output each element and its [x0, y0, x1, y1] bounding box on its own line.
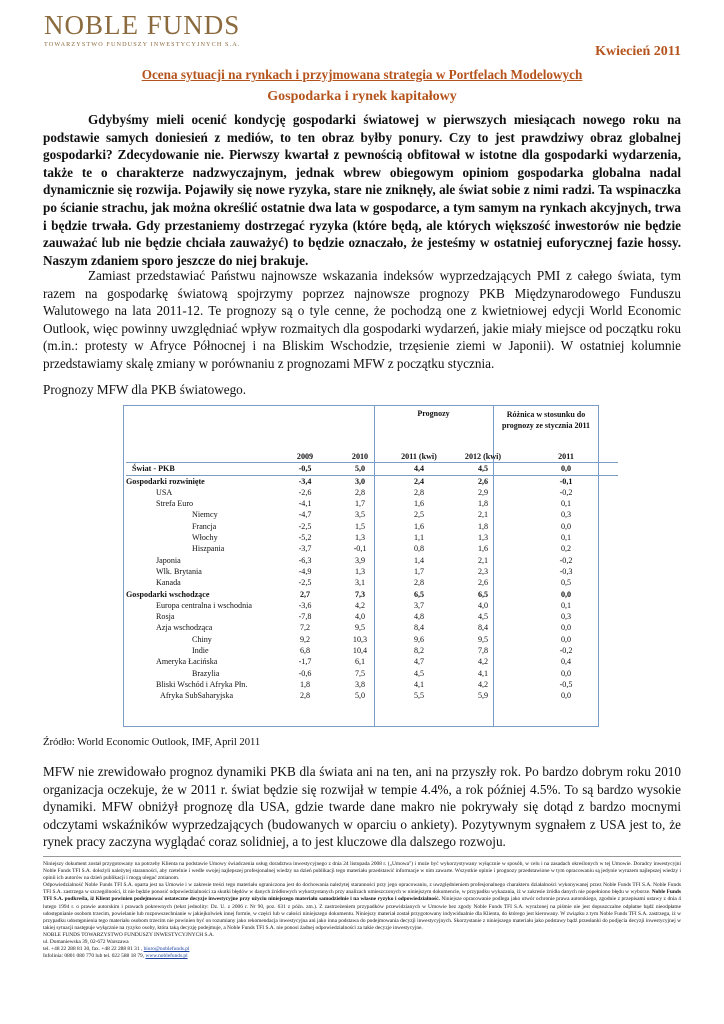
- region-name: Francja: [192, 521, 217, 531]
- value-cell: 2,6: [477, 476, 489, 486]
- header-cell: [126, 451, 276, 463]
- value-cell: 4,2: [477, 657, 489, 667]
- table-row: [126, 656, 618, 667]
- region-name: Strefa Euro: [156, 499, 194, 509]
- value-cell: -3,6: [298, 600, 312, 610]
- value-cell: 4,4: [386, 463, 452, 475]
- value-cell: -4,1: [298, 499, 312, 509]
- table-row: [126, 463, 618, 475]
- value-cell: 2,1: [477, 510, 489, 520]
- value-cell: -5,2: [298, 533, 312, 543]
- value-cell: 1,6: [413, 499, 425, 509]
- value-cell: 0,8: [413, 544, 425, 554]
- table-row: [126, 543, 618, 554]
- value-cell: 0,0: [514, 463, 618, 475]
- logo-main-text: NOBLE FUNDS: [44, 10, 241, 40]
- value-cell: -0,2: [559, 646, 573, 656]
- value-cell: 2,7: [299, 589, 311, 599]
- value-cell: 2,5: [413, 510, 425, 520]
- value-cell: 4,8: [413, 612, 425, 622]
- value-cell: 0,0: [560, 623, 572, 633]
- section-title: Gospodarka i rynek kapitałowy: [267, 89, 457, 104]
- value-cell: 5,9: [477, 691, 489, 701]
- disclaimer-footer: [43, 861, 681, 960]
- value-cell: 2,8: [299, 691, 311, 701]
- value-cell: 1,4: [413, 555, 425, 565]
- column-header: 2011 (kwi): [386, 451, 452, 463]
- value-cell: 1,3: [354, 533, 366, 543]
- value-cell: 8,2: [413, 646, 425, 656]
- value-cell: -0,1: [353, 544, 367, 554]
- second-paragraph: Zamiast przedstawiać Państwu najnowsze wskazania indeksów wyprzedzających PMI z całego świata, tym razem na gospodarkę światową spojrzymy poprzez najnowsze prognozy PKB Międzynarodowego Funduszu Walutowego na lata 2011-12. Te prognozy są o tyle cenne, że pochodzą one z kwietniowej edycji World Economic Outlook, więc powinny uwzględniać wpływ rozmaitych dla gospodarki wydarzeń, jakie miały miejsce od początku roku (m.in.: protesty w Afryce Północnej i na Bliskim Wschodzie, trzęsienie ziemi w Japonii). W ostatniej kolumnie przedstawiamy skalę zmiany w porównaniu z prognozami MFW z początku stycznia.: [43, 268, 681, 371]
- value-cell: 7,5: [354, 668, 366, 678]
- value-cell: 5,0: [334, 463, 386, 475]
- value-cell: -1,7: [298, 657, 312, 667]
- region-name: Niemcy: [192, 510, 218, 520]
- value-cell: 10,4: [352, 646, 368, 656]
- value-cell: -0,1: [559, 476, 573, 486]
- value-cell: -4,9: [298, 566, 312, 576]
- region-name: Indie: [192, 646, 209, 656]
- value-cell: 1,7: [354, 499, 366, 509]
- value-cell: -0,5: [276, 463, 334, 475]
- table-row: [126, 566, 618, 577]
- column-header: 2009: [276, 451, 334, 463]
- intro-paragraph: Gdybyśmy mieli ocenić kondycję gospodarki światowej w pierwszych miesiącach nowego roku na podstawie samych doniesień z mediów, to ten obraz byłby ponury. Czy to jest prawdziwy obraz globalnej gospodarki? Zdecydowanie nie. Pierwszy kwartał z pewnością obfitował w istotne dla gospodarki wydarzenia, także te o charakterze nadzwyczajnym, jednak wbrew obiegowym opiniom gospodarka globalna nadal dynamicznie się rozwija. Pojawiły się nowe ryzyka, stare nie zniknęły, ale świat sobie z nimi radzi. Ta wspinaczka po ścianie strachu, jak można określić ostatnie dwa lata w gospodarce, a tym samym na rynkach akcyjnych, trwa i będzie trwała. Gdy przestaniemy dostrzegać ryzyka (które będą, ale których większość inwestorów nie będzie zauważać lub nie będzie chciała zauważyć) to będzie oznaczało, że jesteśmy w ostatniej euforycznej fazie hossy. Naszym zdaniem sporo jeszcze do niej brakuje.: [43, 112, 681, 268]
- region-name: Hiszpania: [192, 544, 225, 554]
- value-cell: 0,3: [560, 612, 572, 622]
- company-name: NOBLE FUNDS TOWARZYSTWO FUNDUSZY INWESTYCYJNYCH S.A.: [43, 931, 215, 938]
- value-cell: 6,5: [477, 589, 489, 599]
- value-cell: 1,6: [413, 521, 425, 531]
- value-cell: 9,5: [354, 623, 366, 633]
- table-row: [126, 555, 618, 566]
- value-cell: 4,5: [477, 612, 489, 622]
- column-header: 2012 (kwi): [452, 451, 514, 463]
- value-cell: 4,7: [413, 657, 425, 667]
- value-cell: 3,9: [354, 555, 366, 565]
- value-cell: 0,0: [560, 589, 572, 599]
- table-row: [126, 475, 618, 487]
- value-cell: 0,0: [560, 521, 572, 531]
- value-cell: 0,1: [560, 533, 572, 543]
- table-row: [126, 498, 618, 509]
- table-row: [126, 668, 618, 679]
- value-cell: -0,2: [559, 555, 573, 565]
- region-name: Chiny: [192, 634, 212, 644]
- value-cell: -7,8: [298, 612, 312, 622]
- value-cell: 6,8: [299, 646, 311, 656]
- region-name: Ameryka Łacińska: [156, 657, 218, 667]
- table-row: [126, 634, 618, 645]
- value-cell: -2,5: [298, 578, 312, 588]
- value-cell: 4,5: [413, 668, 425, 678]
- value-cell: -2,5: [298, 521, 312, 531]
- company-address: ul. Domaniewska 39, 02-672 Warszawa: [43, 939, 129, 946]
- region-name: Europa centralna i wschodnia: [156, 600, 252, 610]
- table-row: [126, 532, 618, 543]
- value-cell: 4,0: [477, 600, 489, 610]
- value-cell: 2,1: [477, 555, 489, 565]
- value-cell: 5,5: [413, 691, 425, 701]
- value-cell: 4,2: [477, 679, 489, 689]
- report-date: Kwiecień 2011: [595, 44, 681, 59]
- value-cell: 3,1: [354, 578, 366, 588]
- region-name: Kanada: [156, 578, 181, 588]
- region-name: USA: [156, 487, 173, 497]
- value-cell: 0,1: [560, 499, 572, 509]
- table-row: [126, 600, 618, 611]
- value-cell: 0,0: [560, 634, 572, 644]
- value-cell: 8,4: [477, 623, 489, 633]
- table-row: [126, 487, 618, 498]
- value-cell: 1,8: [299, 679, 311, 689]
- value-cell: 2,6: [477, 578, 489, 588]
- value-cell: 7,2: [299, 623, 311, 633]
- disclaimer-paragraph-2: [43, 882, 681, 932]
- value-cell: -3,7: [298, 544, 312, 554]
- value-cell: 0,5: [560, 578, 572, 588]
- page-title: Ocena sytuacji na rynkach i przyjmowana strategia w Portfelach Modelowych: [141, 67, 583, 82]
- table-caption: Prognozy MFW dla PKB światowego.: [43, 382, 247, 397]
- value-cell: 9,5: [477, 634, 489, 644]
- region-name: Włochy: [192, 533, 218, 543]
- table-row: [126, 589, 618, 600]
- value-cell: 2,8: [354, 487, 366, 497]
- region-name: Brazylia: [192, 668, 220, 678]
- value-cell: 2,3: [477, 566, 489, 576]
- table-row: [126, 679, 618, 690]
- value-cell: 9,2: [299, 634, 311, 644]
- group-header-roznica: Różnica w stosunku do prognozy ze stycznia 2011: [501, 410, 591, 430]
- value-cell: 0,2: [560, 544, 572, 554]
- value-cell: 4,2: [354, 600, 366, 610]
- value-cell: 4,1: [477, 668, 489, 678]
- value-cell: 3,7: [413, 600, 425, 610]
- value-cell: 1,1: [413, 533, 425, 543]
- infoline: [43, 953, 681, 960]
- value-cell: 9,6: [413, 634, 425, 644]
- value-cell: -2,6: [298, 487, 312, 497]
- disclaimer-paragraph-1: Niniejszy dokument został przygotowany na potrzeby Klienta na podstawie Umowy świadczenia usług doradztwa inwestycyjnego z dnia 24 listopada 2008 r. („Umowa") i może być wykorzystywany wyłącznie w sposób, w celu i na zasadach określonych w tej Umowie. Doradcy inwestycyjni Noble Funds TFI S.A. dołożyli należytej staranności, aby rzetelnie i wedle swojej najlepszej profesjonalnej wiedzy na dzień publikacji tego materiału przedstawić informacje w nim zawarte. Wszystkie opinie i prognozy przedstawione w tym opracowaniu są jedynie wyrazem najlepszej wiedzy i opinii ich autorów na dzień publikacji i mogą ulegać zmianom.: [43, 861, 681, 882]
- region-name: Gospodarki rozwinięte: [126, 476, 205, 486]
- website-link[interactable]: www.noblefunds.pl: [145, 953, 188, 960]
- region-name: Afryka SubSaharyjska: [160, 691, 234, 701]
- region-name: Świat - PKB: [126, 463, 276, 475]
- value-cell: -0,3: [559, 566, 573, 576]
- value-cell: 4,0: [354, 612, 366, 622]
- value-cell: 2,4: [413, 476, 425, 486]
- value-cell: 0,1: [560, 600, 572, 610]
- value-cell: 0,0: [560, 691, 572, 701]
- value-cell: 1,3: [354, 566, 366, 576]
- source-note: Źródło: World Economic Outlook, IMF, April 2011: [43, 737, 261, 748]
- table-row: [126, 690, 618, 701]
- column-header: 2010: [334, 451, 386, 463]
- table-row: [126, 622, 618, 633]
- value-cell: 0,4: [560, 657, 572, 667]
- disclaimer-bold-text: Noble Funds TFI S.A. podkreśla, iż Klient powinien podejmować ostateczne decyzje inwestycyjne przy użyciu niniejszego materiału samodzielnie i na własne ryzyko i odpowiedzialność.: [43, 889, 681, 903]
- value-cell: 3,5: [354, 510, 366, 520]
- forecast-table: [126, 451, 618, 702]
- infoline-text: Infolinia: 0801 080 770 lub tel. 022 588 18 79,: [43, 953, 145, 960]
- table-row: [126, 509, 618, 520]
- value-cell: 2,8: [413, 578, 425, 588]
- value-cell: 0,0: [560, 668, 572, 678]
- table-row: [126, 645, 618, 656]
- value-cell: 8,4: [413, 623, 425, 633]
- value-cell: 0,3: [560, 510, 572, 520]
- value-cell: 6,1: [354, 657, 366, 667]
- value-cell: 7,8: [477, 646, 489, 656]
- table-header-row: [126, 451, 618, 463]
- region-name: Wlk. Brytania: [156, 566, 202, 576]
- region-name: Rosja: [156, 612, 175, 622]
- value-cell: 10,3: [352, 634, 368, 644]
- column-header: 2011: [514, 451, 618, 463]
- value-cell: 2,9: [477, 487, 489, 497]
- region-name: Azja wschodząca: [156, 623, 213, 633]
- value-cell: 1,7: [413, 566, 425, 576]
- value-cell: 6,5: [413, 589, 425, 599]
- value-cell: 2,8: [413, 487, 425, 497]
- company-logo: [44, 10, 240, 48]
- region-name: Gospodarki wschodzące: [126, 589, 210, 599]
- value-cell: 1,6: [477, 544, 489, 554]
- value-cell: 3,0: [354, 476, 366, 486]
- disclaimer-text: Niniejsze opracowanie podlega jako utwór ochronie prawa autorskiego, zgodnie z przepisami ustawy z dnia 4 lutego 1994 r. o prawie autorskim i prawach pokrewnych (tekst jednolity: Dz. U. z 2006 r. Nr 90, poz. 631 z późn. zm.). Z zastrzeżeniem przypadków przewidzianych w Umowie bez zgody Noble Funds TFI S.A. wyrażonej na piśmie nie jest dopuszczalne odpłatne bądź nieodpłatne udostępnianie osobom trzecim, powielanie lub rozpowszechnianie w jakiejkolwiek innej formie, w części lub w całości niniejszego dokumentu. Niniejszy materiał został przygotowany indywidualnie dla Klienta, do którego jest kierowany. W związku z tym Noble Funds TFI S.A. zastrzega, iż w przypadku udostępnienia tego materiału osobom trzecim nie powinien być on rozumiany jako rekomendacja inwestycyjna ani jako inna podstawa do podejmowania decyzji inwestycyjnych. Skorzystanie z niniejszego materiału jako podstawy bądź przesłanki do podjęcia decyzji inwestycyjnej w takiej sytuacji następuje wyłącznie na ryzyko osoby, która taką decyzję podejmuje, a Noble Funds TFI S.A. nie ponosi żadnej odpowiedzialności za takie decyzje inwestycyjne.: [43, 896, 681, 931]
- footer-divider: [43, 856, 681, 857]
- value-cell: -3,4: [298, 476, 312, 486]
- table-row: [126, 611, 618, 622]
- value-cell: 7,3: [354, 589, 366, 599]
- value-cell: 3,8: [354, 679, 366, 689]
- table-row: [126, 521, 618, 532]
- value-cell: 5,0: [354, 691, 366, 701]
- value-cell: 1,3: [477, 533, 489, 543]
- disclaimer-text: Odpowiedzialność Noble Funds TFI S.A. oparta jest na Umowie i w zakresie treści tego materiału ograniczona jest do dochowania należytej staranności przy jego opracowaniu, z uwzględnieniem profesjonalnego charakteru działalności wykonywanej przez Noble Funds TFI S.A. Noble Funds TFI S.A. zastrzega w szczególności, iż nie będzie ponosić odpowiedzialności za skutki błędów w danych źródłowych wykorzystanych przy analizach umieszczonych w niniejszym dokumencie, w przypadku wykazania, iż w zakresie źródła danych nie popełniono błędu w wyborze.: [43, 882, 681, 896]
- value-cell: 4,5: [452, 463, 514, 475]
- region-name: Japonia: [156, 555, 181, 565]
- value-cell: 4,1: [413, 679, 425, 689]
- group-header-prognozy: Prognozy: [417, 409, 450, 418]
- value-cell: 1,8: [477, 521, 489, 531]
- bottom-paragraph: MFW nie zrewidowało prognoz dynamiki PKB dla świata ani na ten, ani na przyszły rok. Po bardzo dobrym roku 2010 organizacja oczekuje, że w 2011 r. świat będzie się rozwijał w tempie 4.4%, a rok później 4.5%. To są bardzo wysokie dynamiki. MFW obniżył prognozę dla USA, gdzie twarde dane makro nie pokrywały się dotąd z bardzo mocnymi odczytami wskaźników wyprzedzających (budowanych w oparciu o ankiety). Pozytywnym sygnałem z USA jest to, że rynek pracy zaczyna wyglądać coraz solidniej, a to jest kluczowe dla dalszego rozwoju.: [43, 764, 681, 850]
- value-cell: 1,5: [354, 521, 366, 531]
- value-cell: -0,2: [559, 487, 573, 497]
- value-cell: -0,6: [298, 668, 312, 678]
- value-cell: -6,3: [298, 555, 312, 565]
- value-cell: -0,5: [559, 679, 573, 689]
- region-name: Bliski Wschód i Afryka Płn.: [156, 679, 248, 689]
- logo-sub-text: TOWARZYSTWO FUNDUSZY INWESTYCYJNYCH S.A.: [44, 41, 241, 48]
- table-row: [126, 577, 618, 588]
- value-cell: -4,7: [298, 510, 312, 520]
- phone-fax: tel. +48 22 288 81 30, fax. +48 22 288 81 31 ,: [43, 946, 143, 953]
- email-link[interactable]: biuro@noblefunds.pl: [143, 946, 190, 953]
- value-cell: 1,8: [477, 499, 489, 509]
